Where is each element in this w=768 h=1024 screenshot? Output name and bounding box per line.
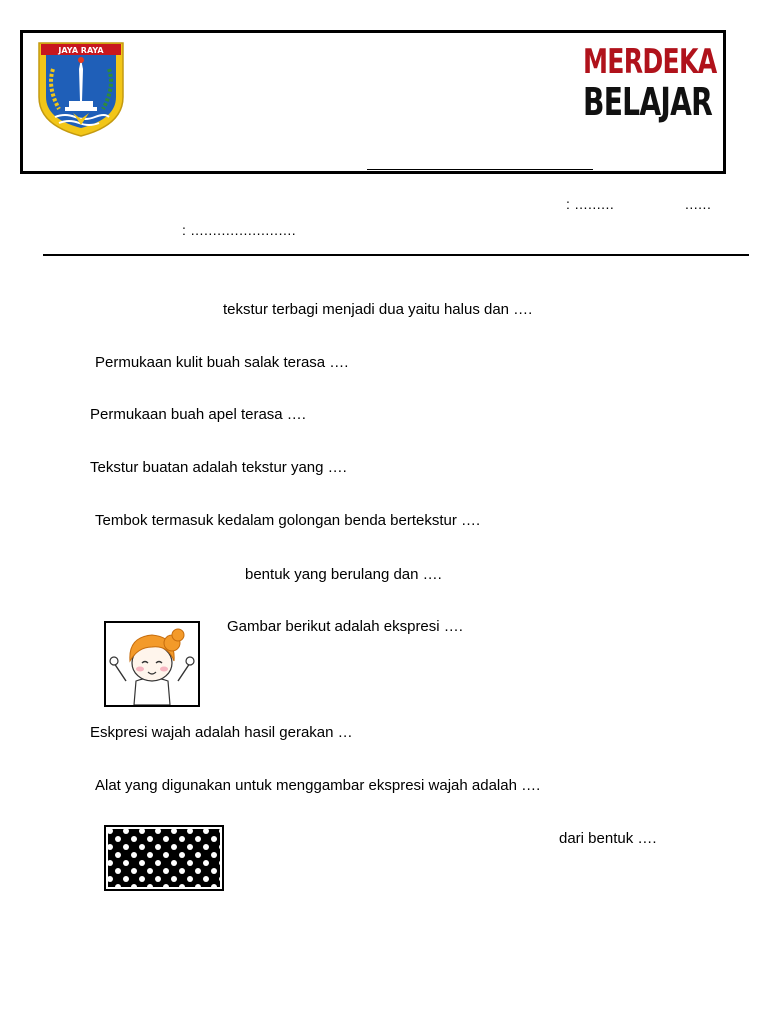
question-4: Tekstur buatan adalah tekstur yang ….: [90, 459, 347, 476]
identity-field-3: : ........................: [182, 222, 297, 238]
expression-image: [104, 621, 200, 707]
title-underline: [367, 169, 593, 170]
question-7: Gambar berikut adalah ekspresi ….: [227, 618, 463, 635]
header-box: [20, 30, 726, 174]
jakarta-crest-icon: [35, 39, 127, 139]
pattern-image: [104, 825, 224, 891]
question-5: Tembok termasuk kedalam golongan benda bertekstur ….: [95, 512, 481, 529]
crest-banner: JAYA RAYA: [58, 46, 104, 55]
identity-field-2: ......: [685, 196, 712, 212]
question-6: bentuk yang berulang dan ….: [245, 566, 442, 583]
question-2: Permukaan kulit buah salak terasa ….: [95, 354, 349, 371]
question-8: Eskpresi wajah adalah hasil gerakan …: [90, 724, 353, 741]
question-10: dari bentuk ….: [559, 830, 657, 847]
polka-dot-pattern-icon: [106, 827, 222, 889]
question-1: tekstur terbagi menjadi dua yaitu halus dan ….: [223, 301, 533, 318]
brand-bottom: BELAJAR: [583, 80, 713, 124]
question-3: Permukaan buah apel terasa ….: [90, 406, 306, 423]
identity-field-1: : .........: [566, 196, 615, 212]
brand-top: MERDEKA: [583, 42, 717, 82]
question-9: Alat yang digunakan untuk menggambar ekspresi wajah adalah ….: [95, 777, 541, 794]
header-divider: [43, 254, 749, 256]
cartoon-girl-happy-icon: [106, 623, 198, 705]
merdeka-belajar-logo: [583, 42, 717, 124]
